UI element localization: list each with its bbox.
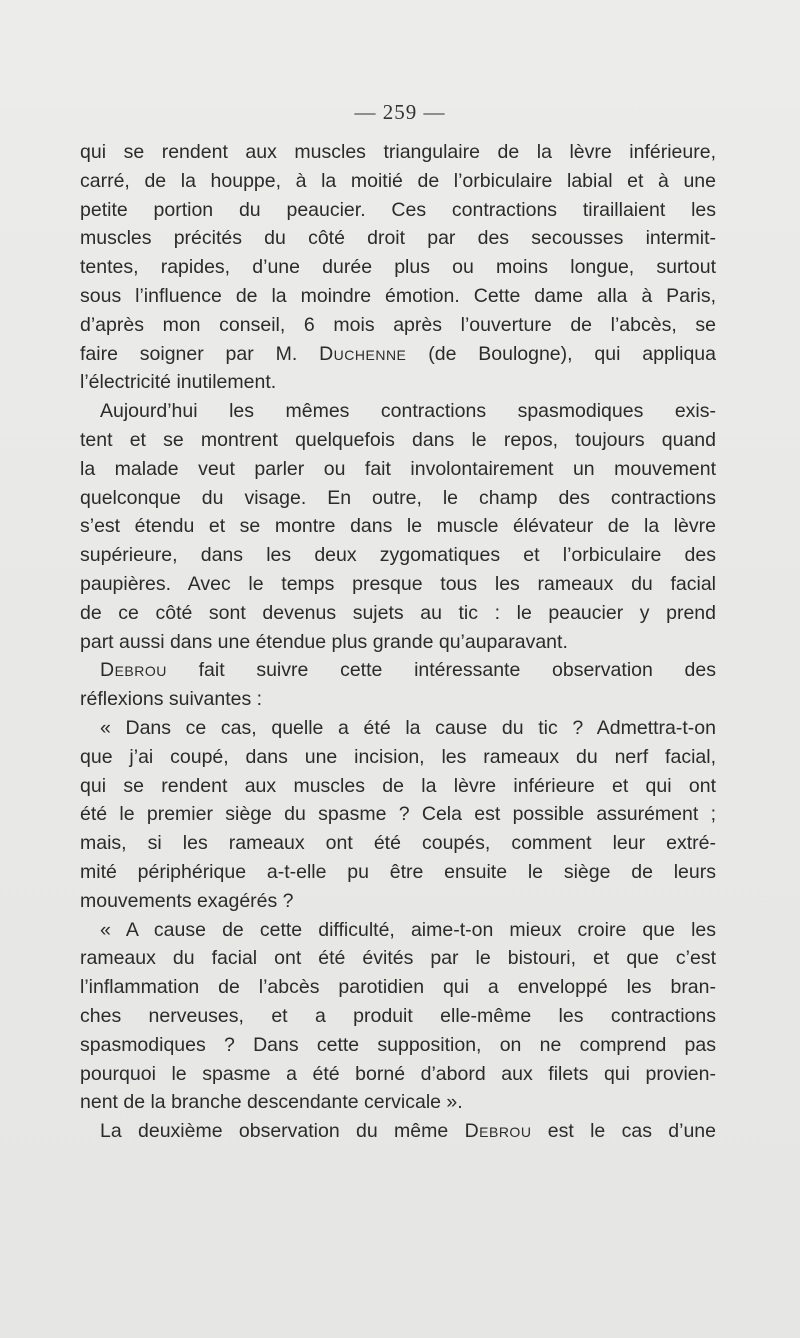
text-line: rameaux du facial ont été évités par le bistouri, et que c’est (80, 947, 716, 970)
text-segment: (de Boulogne), qui appliqua (406, 342, 716, 365)
text-line: nent de la branche descendante cervicale ». (80, 1091, 463, 1114)
page-number: — 259 — (354, 100, 446, 124)
text-line: « A cause de cette difficulté, aime-t-on mieux croire que les (100, 918, 716, 941)
text-line: spasmodiques ? Dans cette supposition, on ne comprend pas (80, 1033, 716, 1056)
text-line: de ce côté sont devenus sujets au tic : le peaucier y prend (80, 601, 716, 624)
text-line: tent et se montrent quelquefois dans le repos, toujours quand (80, 428, 716, 451)
text-segment: faire soigner par M. (80, 342, 320, 365)
text-line: mouvements exagérés ? (80, 889, 294, 912)
author-name: Debrou (100, 659, 167, 682)
text-line: réflexions suivantes : (80, 688, 263, 711)
text-line: supérieure, dans les deux zygomatiques et l’orbiculaire des (80, 544, 716, 567)
text-line: quelconque du visage. En outre, le champ des contractions (80, 486, 716, 509)
text-line: l’inflammation de l’abcès parotidien qui a enveloppé les bran- (80, 976, 716, 999)
text-line: paupières. Avec le temps presque tous les rameaux du facial (80, 572, 716, 595)
text-line: pourquoi le spasme a été borné d’abord aux filets qui provien- (80, 1062, 716, 1085)
text-line: l’électricité inutilement. (80, 371, 277, 394)
text-line: ches nerveuses, et a produit elle-même les contractions (80, 1004, 716, 1027)
text-line: la malade veut parler ou fait involontairement un mouvement (80, 457, 716, 480)
text-line (80, 340, 716, 369)
text-line: tentes, rapides, d’une durée plus ou moins longue, surtout (80, 256, 716, 279)
text-line: carré, de la houppe, à la moitié de l’orbiculaire labial et à une (80, 169, 716, 192)
author-name: Debrou (464, 1120, 532, 1143)
body-text (80, 138, 716, 1146)
text-segment: fait suivre cette intéressante observation des (166, 659, 716, 682)
text-line (80, 656, 716, 685)
text-line: qui se rendent aux muscles de la lèvre inférieure et qui ont (80, 774, 716, 797)
text-segment: est le cas d’une (531, 1120, 716, 1143)
text-segment: La deuxième observation du même (100, 1120, 465, 1143)
text-line: que j’ai coupé, dans une incision, les rameaux du nerf facial, (80, 745, 716, 768)
author-name: Duchenne (319, 342, 407, 365)
text-line: d’après mon conseil, 6 mois après l’ouverture de l’abcès, se (80, 313, 716, 336)
text-line: s’est étendu et se montre dans le muscle élévateur de la lèvre (80, 515, 716, 538)
text-line: sous l’influence de la moindre émotion. Cette dame alla à Paris, (80, 284, 716, 307)
text-line: été le premier siège du spasme ? Cela est possible assurément ; (80, 803, 716, 826)
text-line (80, 1117, 716, 1146)
text-line: muscles précités du côté droit par des secousses intermit- (80, 227, 716, 250)
text-line: « Dans ce cas, quelle a été la cause du tic ? Admettra-t-on (100, 716, 716, 739)
text-line: mité périphérique a-t-elle pu être ensuite le siège de leurs (80, 860, 716, 883)
text-line: Aujourd’hui les mêmes contractions spasmodiques exis- (100, 400, 716, 423)
text-line: part aussi dans une étendue plus grande qu’auparavant. (80, 630, 568, 653)
text-line: mais, si les rameaux ont été coupés, comment leur extré- (80, 832, 716, 855)
text-line: qui se rendent aux muscles triangulaire de la lèvre inférieure, (80, 141, 716, 163)
text-line: petite portion du peaucier. Ces contractions tiraillaient les (80, 198, 716, 221)
